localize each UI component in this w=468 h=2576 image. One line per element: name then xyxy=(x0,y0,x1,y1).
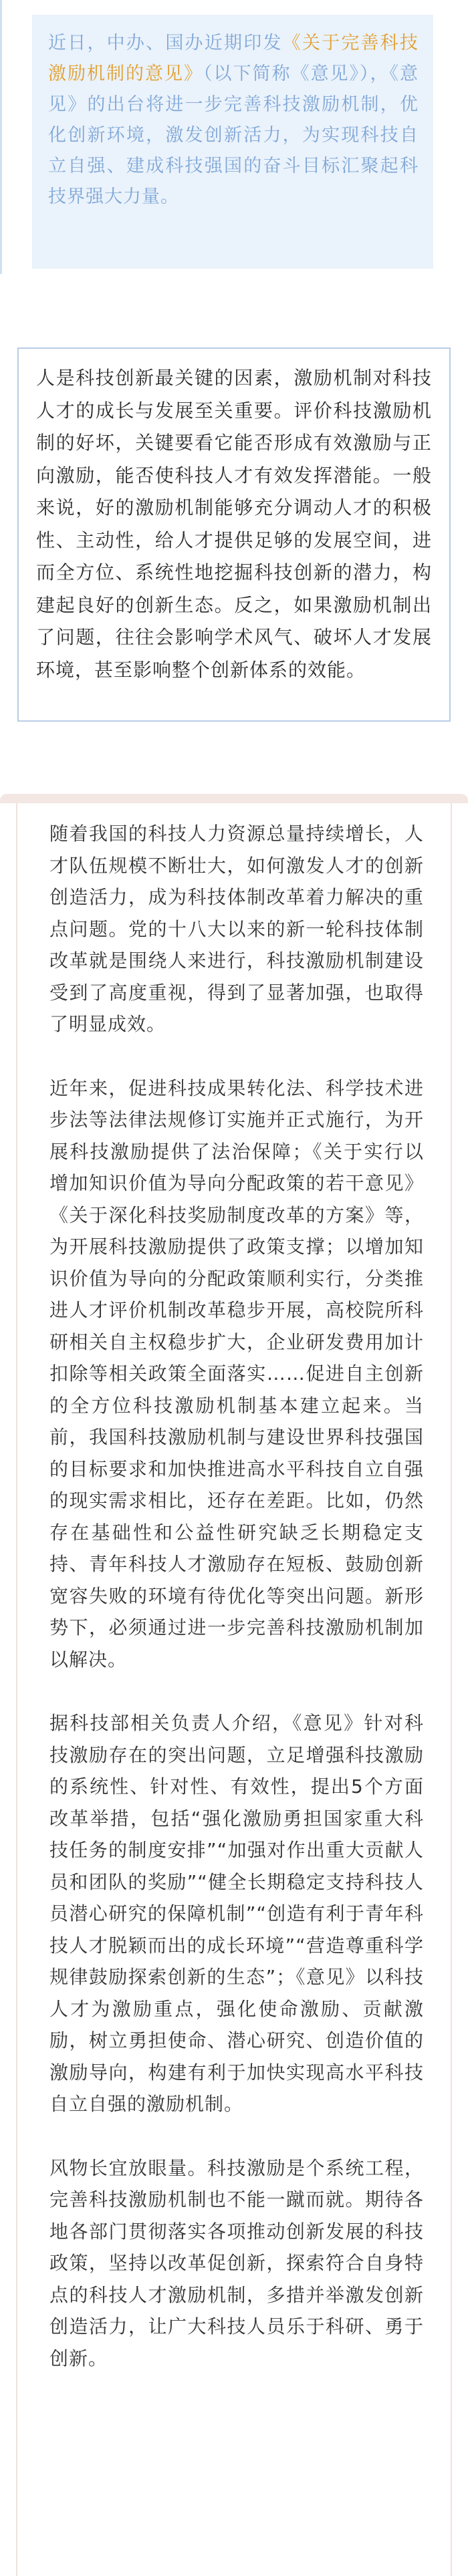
document-title-highlight: 《关于完善科技激励机制的意见》 xyxy=(48,33,419,84)
intro-text xyxy=(48,28,419,212)
body-content xyxy=(16,803,452,2576)
body-paragraph: 近年来，促进科技成果转化法、科学技术进步法等法律法规修订实施并正式施行，为开展科技激励提供了法治保障；《关于实行以增加知识价值为导向分配政策的若干意见》《关于深化科技奖励制度改革的方案》等，为开展科技激励提供了政策支撑；以增加知识价值为导向的分配政策顺利实行，分类推进人才评价机制改革稳步开展，高校院所科研相关自主权稳步扩大，企业研发费用加计扣除等相关政策全面落实……促进自主创新的全方位科技激励机制基本建立起来。当前，我国科技激励机制与建设世界科技强国的目标要求和加快推进高水平科技自立自强的现实需求相比，还存在差距。比如，仍然存在基础性和公益性研究缺乏长期稳定支持、青年科技人才激励存在短板、鼓励创新宽容失败的环境有待优化等突出问题。新形势下，必须通过进一步完善科技激励机制加以解决。 xyxy=(49,1077,424,1671)
body-top-bar xyxy=(0,794,468,803)
body-paragraph: 风物长宜放眼量。科技激励是个系统工程，完善科技激励机制也不能一蹴而就。期待各地各部门贯彻落实各项推动创新发展的科技政策，坚持以改革促创新，探索符合自身特点的科技人才激励机制，多措并举激发创新创造活力，让广大科技人员乐于科研、勇于创新。 xyxy=(49,2156,424,2370)
body-section xyxy=(0,794,468,2576)
intro-accent-line xyxy=(0,0,16,274)
intro-section xyxy=(0,0,468,287)
thesis-text: 人是科技创新最关键的因素，激励机制对科技人才的成长与发展至关重要。评价科技激励机制的好坏，关键要看它能否形成有效激励与正向激励，能否使科技人才有效发挥潜能。一般来说，好的激励机制能够充分调动人才的积极性、主动性，给人才提供足够的发展空间，进而全方位、系统性地挖掘科技创新的潜力，构建起良好的创新生态。反之，如果激励机制出了问题，往往会影响学术风气、破坏人才发展环境，甚至影响整个创新体系的效能。 xyxy=(36,367,432,681)
thesis-card xyxy=(17,347,451,722)
body-paragraph: 据科技部相关负责人介绍，《意见》针对科技激励存在的突出问题，立足增强科技激励的系统性、针对性、有效性，提出5个方面改革举措，包括“强化激励勇担国家重大科技任务的制度安排”“加强对作出重大贡献人员和团队的奖励”“健全长期稳定支持科技人员潜心研究的保障机制”“创造有利于青年科技人才脱颖而出的成长环境”“营造尊重科学规律鼓励探索创新的生态”；《意见》以科技人才为激励重点，强化使命激励、贡献激励，树立勇担使命、潜心研究、创造价值的激励导向，构建有利于加快实现高水平科技自立自强的激励机制。 xyxy=(49,1712,424,2115)
intro-card xyxy=(32,15,433,269)
intro-lead: 近日，中办、国办近期印发 xyxy=(48,33,283,53)
intro-rest: （以下简称《意见》），《意见》的出台将进一步完善科技激励机制，优化创新环境，激发创新活力，为实现科技自立自强、建成科技强国的奋斗目标汇聚起科技界强大力量。 xyxy=(48,63,419,207)
body-paragraph: 随着我国的科技人力资源总量持续增长，人才队伍规模不断壮大，如何激发人才的创新创造活力，成为科技体制改革着力解决的重点问题。党的十八大以来的新一轮科技体制改革就是围绕人来进行，科技激励机制建设受到了高度重视，得到了显著加强，也取得了明显成效。 xyxy=(49,823,424,1035)
